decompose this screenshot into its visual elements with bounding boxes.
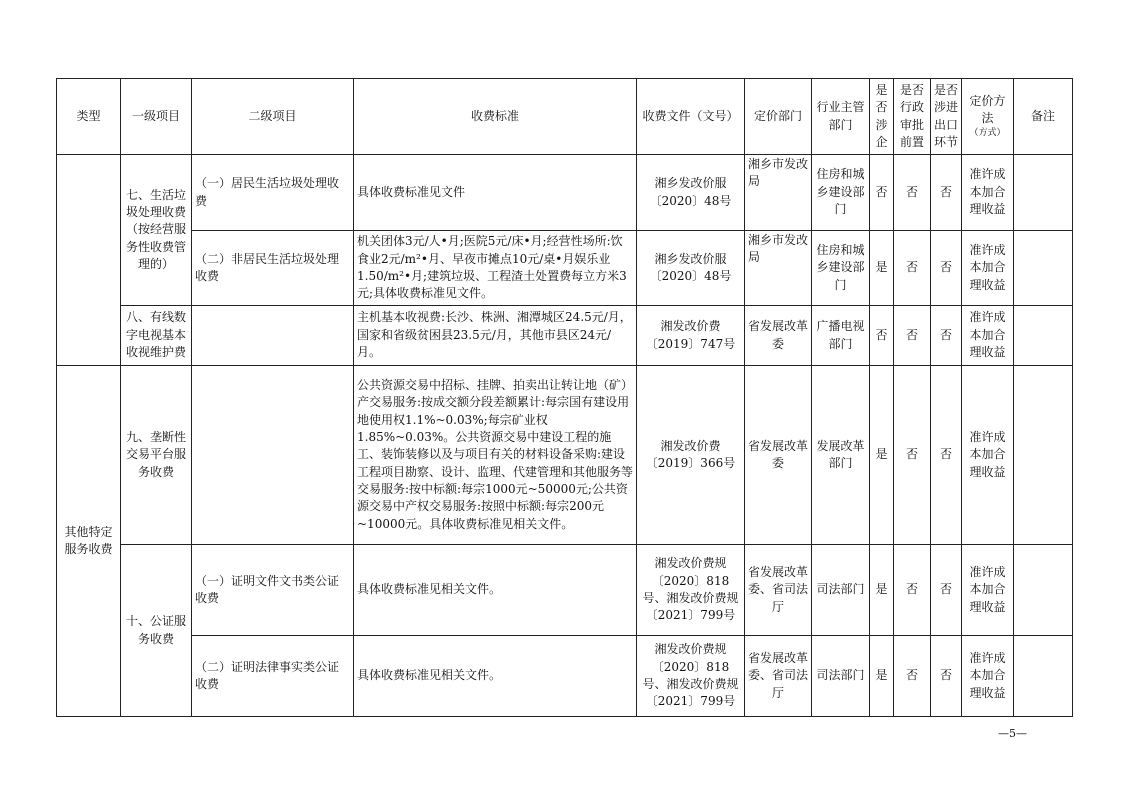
cell-pricing-method: 准许成本加合理收益: [962, 231, 1014, 306]
cell-pricing-dept: 省发展改革委: [745, 306, 812, 366]
cell-industry-dept: 司法部门: [812, 545, 870, 636]
cell-level2: （一）证明文件文书类公证收费: [192, 545, 354, 636]
table-row: [57, 231, 1073, 306]
cell-admin-approval: 否: [894, 231, 931, 306]
cell-remarks: [1014, 306, 1073, 366]
cell-remarks: [1014, 155, 1073, 231]
cell-pricing-dept: 省发展改革委、省司法厅: [745, 636, 812, 717]
cell-involves-enterprise: 是: [870, 545, 894, 636]
cell-level2: （二）证明法律事实类公证收费: [192, 636, 354, 717]
cell-admin-approval: 否: [894, 366, 931, 545]
header-level2: 二级项目: [192, 79, 354, 155]
cell-import-export: 否: [931, 545, 962, 636]
cell-standard: 具体收费标准见相关文件。: [354, 545, 637, 636]
header-row: [57, 79, 1073, 155]
cell-pricing-method: 准许成本加合理收益: [962, 366, 1014, 545]
cell-industry-dept: 司法部门: [812, 636, 870, 717]
cell-document: 湘发改价费〔2019〕366号: [637, 366, 745, 545]
header-standard: 收费标准: [354, 79, 637, 155]
header-pricing-method: [962, 79, 1014, 155]
cell-level2: （一）居民生活垃圾处理收费: [192, 155, 354, 231]
cell-involves-enterprise: 是: [870, 366, 894, 545]
cell-pricing-method: 准许成本加合理收益: [962, 545, 1014, 636]
table-row: [57, 636, 1073, 717]
header-import-export: 是否涉进出口环节: [931, 79, 962, 155]
header-pricing-method-sub: （方式）: [969, 128, 1006, 139]
cell-standard: 机关团体3元/人•月;医院5元/床•月;经营性场所:饮食业2元/m²•月、早夜市摊点10元/桌•月娱乐业1.50/m²•月;建筑垃圾、工程渣土处置费每立方米3元;具体收费标准见文件。: [354, 231, 637, 306]
cell-pricing-method: 准许成本加合理收益: [962, 636, 1014, 717]
header-industry-dept: 行业主管部门: [812, 79, 870, 155]
cell-type-empty: [57, 155, 121, 366]
cell-admin-approval: 否: [894, 155, 931, 231]
header-level1: 一级项目: [121, 79, 192, 155]
table-row: [57, 366, 1073, 545]
cell-level1: 九、垄断性交易平台服务收费: [121, 366, 192, 545]
header-admin-approval: 是否行政审批前置: [894, 79, 931, 155]
cell-pricing-dept: 省发展改革委: [745, 366, 812, 545]
cell-level2: （二）非居民生活垃圾处理收费: [192, 231, 354, 306]
cell-industry-dept: 广播电视部门: [812, 306, 870, 366]
cell-pricing-dept: 省发展改革委、省司法厅: [745, 545, 812, 636]
page-number: —5—: [998, 727, 1027, 740]
cell-standard: 具体收费标准见文件: [354, 155, 637, 231]
table-row: [57, 155, 1073, 231]
cell-industry-dept: 发展改革部门: [812, 366, 870, 545]
cell-document: 湘发改价费〔2019〕747号: [637, 306, 745, 366]
cell-type: 其他特定服务收费: [57, 366, 121, 717]
cell-import-export: 否: [931, 155, 962, 231]
cell-involves-enterprise: 否: [870, 155, 894, 231]
cell-level1: 八、有线数字电视基本收视维护费: [121, 306, 192, 366]
cell-remarks: [1014, 231, 1073, 306]
cell-involves-enterprise: 是: [870, 636, 894, 717]
cell-admin-approval: 否: [894, 545, 931, 636]
cell-standard: 主机基本收视费:长沙、株洲、湘潭城区24.5元/月，国家和省级贫困县23.5元/月，其他市县区24元/月。: [354, 306, 637, 366]
cell-import-export: 否: [931, 231, 962, 306]
cell-document: 湘乡发改价服〔2020〕48号: [637, 155, 745, 231]
cell-document: 湘乡发改价服〔2020〕48号: [637, 231, 745, 306]
cell-pricing-dept: 湘乡市发改局: [745, 155, 812, 231]
cell-level1: 十、公证服务收费: [121, 545, 192, 717]
cell-standard: 公共资源交易中招标、挂牌、拍卖出让转让地（矿）产交易服务:按成交额分段差额累计:每宗国有建设用地使用权1.1%~0.03%;每宗矿业权1.85%~0.03%。公共资源交易中建设工程的施工、装饰装修以及与项目有关的材料设备采购:建设工程项目勘察、设计、监理、代建管理和其他服务等交易服务:按中标额:每宗1000元~50000元;公共资源交易中产权交易服务:按照中标额:每宗200元~10000元。具体收费标准见相关文件。: [354, 366, 637, 545]
cell-pricing-method: 准许成本加合理收益: [962, 306, 1014, 366]
cell-remarks: [1014, 366, 1073, 545]
cell-pricing-dept: 湘乡市发改局: [745, 231, 812, 306]
cell-import-export: 否: [931, 306, 962, 366]
cell-remarks: [1014, 545, 1073, 636]
cell-admin-approval: 否: [894, 636, 931, 717]
cell-industry-dept: 住房和城乡建设部门: [812, 155, 870, 231]
header-type: 类型: [57, 79, 121, 155]
header-pricing-method-label: 定价方法: [969, 93, 1006, 125]
cell-level1: 七、生活垃圾处理收费（按经营服务性收费管理的）: [121, 155, 192, 306]
cell-level2: [192, 306, 354, 366]
cell-involves-enterprise: 否: [870, 306, 894, 366]
header-document: 收费文件（文号）: [637, 79, 745, 155]
cell-pricing-method: 准许成本加合理收益: [962, 155, 1014, 231]
header-involves-enterprise: 是否涉企: [870, 79, 894, 155]
cell-document: 湘发改价费规〔2020〕818号、湘发改价费规〔2021〕799号: [637, 636, 745, 717]
header-pricing-dept: 定价部门: [745, 79, 812, 155]
table-row: [57, 306, 1073, 366]
cell-involves-enterprise: 是: [870, 231, 894, 306]
cell-remarks: [1014, 636, 1073, 717]
cell-import-export: 否: [931, 636, 962, 717]
cell-standard: 具体收费标准见相关文件。: [354, 636, 637, 717]
cell-industry-dept: 住房和城乡建设部门: [812, 231, 870, 306]
cell-import-export: 否: [931, 366, 962, 545]
cell-document: 湘发改价费规〔2020〕818号、湘发改价费规〔2021〕799号: [637, 545, 745, 636]
cell-admin-approval: 否: [894, 306, 931, 366]
table-row: [57, 545, 1073, 636]
fee-table: [56, 78, 1073, 717]
cell-level2: [192, 366, 354, 545]
header-remarks: 备注: [1014, 79, 1073, 155]
